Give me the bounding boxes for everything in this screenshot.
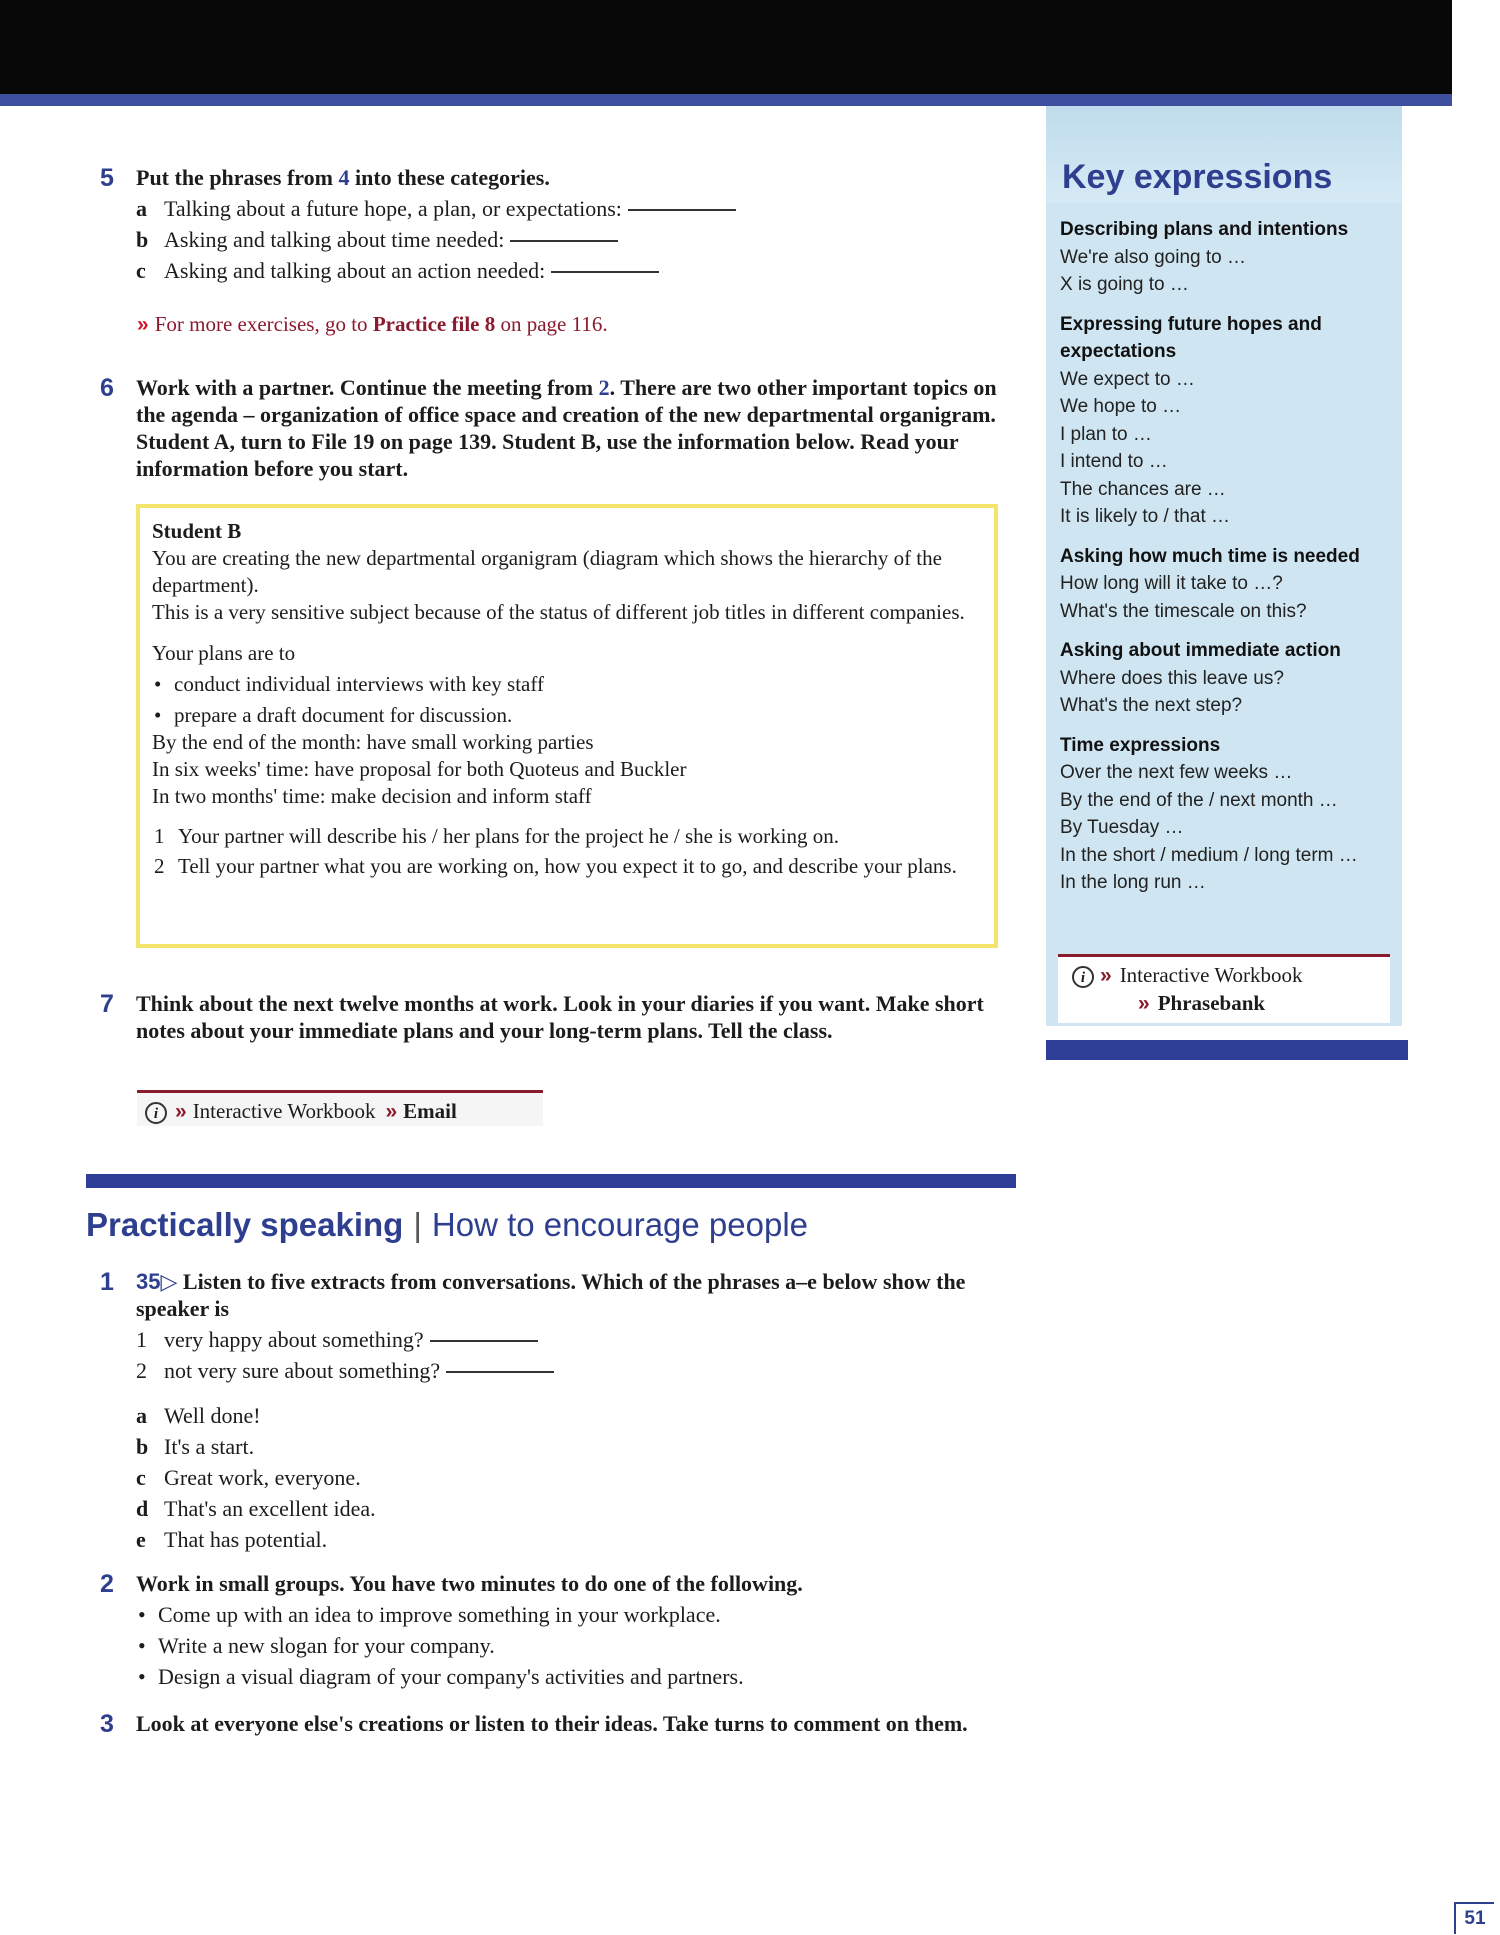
expression: We're also going to … [1060,246,1246,268]
answer-blank[interactable] [551,271,659,273]
exercise-number: 6 [100,374,114,402]
expression-group [1060,732,1396,897]
list-item: • Write a new slogan for your company. [136,1632,1016,1659]
expression: I plan to … [1060,423,1152,445]
exercise-number: 3 [100,1710,114,1738]
list-item: • prepare a draft document for discussion. [152,702,982,729]
info-icon: i [145,1102,167,1124]
answer-blank[interactable] [446,1371,554,1373]
group-heading: Expressing future hopes and expectations [1060,313,1322,362]
expression: What's the timescale on this? [1060,600,1307,622]
exercise-instruction: Work in small groups. You have two minutes to do one of the following. [136,1571,803,1596]
expression: I intend to … [1060,451,1168,472]
chevron-right-icon: » [1138,992,1150,1015]
audio-track-icon: 35▷ [136,1269,178,1294]
expression: X is going to … [1060,274,1189,295]
exercise-instruction: Put the phrases from 4 into these categories. [136,165,550,190]
panel-title: Key expressions [1062,158,1333,196]
expression-group [1060,216,1396,299]
answer-blank[interactable] [628,209,736,211]
box-text: In two months' time: make decision and inform staff [152,784,592,808]
ps-exercise-1 [100,1268,1020,1553]
expression: Over the next few weeks … [1060,762,1293,783]
box-text: You are creating the new departmental organigram (diagram which shows the hierarchy of the department). [152,546,942,597]
answer-blank[interactable] [510,240,618,242]
list-item: a Well done! [136,1403,261,1428]
list-item: a Talking about a future hope, a plan, or expectations: [136,195,1020,222]
group-heading: Asking about immediate action [1060,640,1341,661]
chevron-right-icon: » [137,313,149,336]
box-title: Student B [152,519,242,543]
expression: Where does this leave us? [1060,667,1284,689]
list-item: 1 very happy about something? [136,1326,1016,1353]
list-item: 1 Your partner will describe his / her plans for the project he / she is working on. [154,824,839,848]
top-banner [0,0,1452,94]
exercise-6 [100,374,1020,482]
expression: We hope to … [1060,396,1182,417]
list-item: • conduct individual interviews with key staff [152,671,982,698]
expression: In the long run … [1060,872,1206,893]
expression: What's the next step? [1060,695,1243,716]
list-item: e That has potential. [136,1527,328,1552]
chevron-right-icon: » [385,1100,398,1123]
expression-group [1060,543,1396,626]
exercise-number: 5 [100,164,114,192]
expression: We expect to … [1060,368,1195,390]
group-heading: Time expressions [1060,734,1221,756]
expression: It is likely to / that … [1060,506,1230,527]
box-text: By the end of the month: have small working parties [152,730,594,754]
list-item: • Come up with an idea to improve something in your workplace. [136,1601,1016,1628]
exercise-instruction: Look at everyone else's creations or listen to their ideas. Take turns to comment on them. [136,1711,968,1736]
list-item: c Asking and talking about an action needed: [136,257,1020,284]
expression: By the end of the / next month … [1060,789,1338,811]
list-item: d That's an excellent idea. [136,1496,376,1521]
exercise-7 [100,990,1020,1044]
interactive-workbook-phrasebank-link[interactable]: i » Interactive Workbook » Phrasebank [1058,954,1390,1023]
expression: The chances are … [1060,478,1226,500]
section-divider [86,1174,1016,1188]
group-heading: Describing plans and intentions [1060,219,1349,240]
box-text: This is a very sensitive subject because of the status of different job titles in different companies. [152,600,965,624]
answer-blank[interactable] [430,1340,538,1342]
list-item: • Design a visual diagram of your company's activities and partners. [136,1663,1016,1690]
info-icon: i [1072,966,1094,988]
list-item: 2 Tell your partner what you are working on, how you expect it to go, and describe your plans. [154,854,957,878]
group-heading: Asking how much time is needed [1060,545,1360,567]
ps-exercise-2 [100,1570,1020,1690]
expression: How long will it take to …? [1060,573,1283,594]
expression-group [1060,311,1396,531]
exercise-instruction: Think about the next twelve months at work. Look in your diaries if you want. Make short notes about your immediate plans and your long-term plans. Tell the class. [136,991,984,1043]
ps-exercise-3 [100,1710,1020,1737]
page-number: 51 [1454,1902,1494,1934]
top-stripe [0,94,1452,106]
list-item: b Asking and talking about time needed: [136,226,1020,253]
list-item: 2 not very sure about something? [136,1357,1016,1384]
exercise-number: 7 [100,990,114,1018]
expression: By Tuesday … [1060,817,1184,838]
box-text: In six weeks' time: have proposal for both Quoteus and Buckler [152,757,687,781]
key-expressions-panel [1046,106,1402,1026]
section-title: Practically speaking | How to encourage people [86,1206,809,1243]
exercise-number: 1 [100,1268,114,1296]
list-item: b It's a start. [136,1434,255,1459]
practice-file-link[interactable]: » For more exercises, go to Practice file 8 on page 116. [137,312,608,336]
exercise-instruction: Work with a partner. Continue the meeting from 2. There are two other important topics on the agenda – organization of office space and creation of the new departmental organigram. Student A, turn to File 19 on page 139. Student B, use the information below. Read your information before you start. [136,375,997,481]
exercise-number: 2 [100,1570,114,1598]
list-item: c Great work, everyone. [136,1465,361,1490]
box-text: Your plans are to [152,641,296,665]
student-b-box [136,504,998,948]
chevron-right-icon: » [175,1100,187,1123]
expression: In the short / medium / long term … [1060,844,1358,866]
expression-group [1060,637,1396,720]
panel-bottom-stripe [1046,1040,1408,1060]
exercise-instruction: 35▷ Listen to five extracts from conversations. Which of the phrases a–e below show the speaker is [136,1269,966,1321]
exercise-5 [100,164,1020,284]
chevron-right-icon: » [1100,964,1112,987]
interactive-workbook-email-link[interactable]: i » Interactive Workbook » Email [137,1090,543,1126]
